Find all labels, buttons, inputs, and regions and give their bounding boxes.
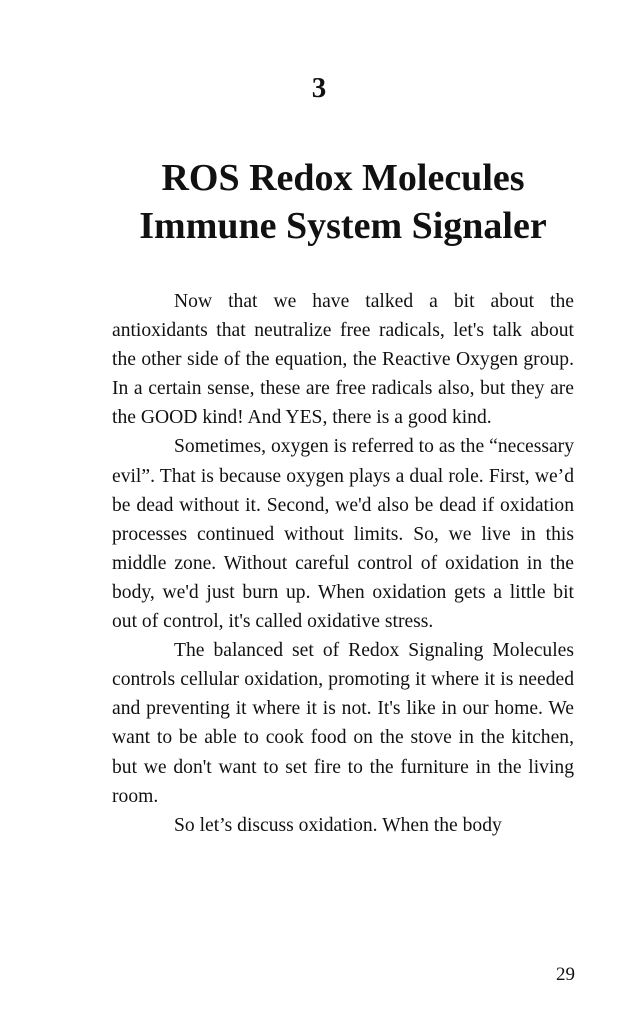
- paragraph-3: The balanced set of Redox Signaling Molecules controls cellular oxidation, promoting it where it is needed and preventing it where it is not. It's like in our home. We want to be able to cook food on the stove in the kitchen, but we don't want to set fire to the furniture in the living room.: [112, 640, 574, 807]
- chapter-title-line-2: Immune System Signaler: [139, 205, 547, 247]
- page-number: 29: [556, 964, 575, 985]
- body-text: [112, 287, 574, 840]
- chapter-title-line-1: ROS Redox Molecules: [161, 157, 525, 199]
- chapter-title: [90, 154, 596, 250]
- paragraph-4: So let’s discuss oxidation. When the body: [174, 814, 502, 836]
- paragraph-2: Sometimes, oxygen is referred to as the “necessary evil”. That is because oxygen plays a dual role. First, we’d be dead without it. Second, we'd also be dead if oxidation processes continued without limits. So, we live in this middle zone. Without careful control of oxidation in the body, we'd just burn up. When oxidation gets a little bit out of control, it's called oxidative stress.: [112, 436, 574, 633]
- chapter-number: 3: [311, 72, 327, 104]
- paragraph-1: Now that we have talked a bit about the antioxidants that neutralize free radicals, let's talk about the other side of the equation, the Reactive Oxygen group. In a certain sense, these are free radicals also, but they are the GOOD kind! And YES, there is a good kind.: [112, 291, 574, 429]
